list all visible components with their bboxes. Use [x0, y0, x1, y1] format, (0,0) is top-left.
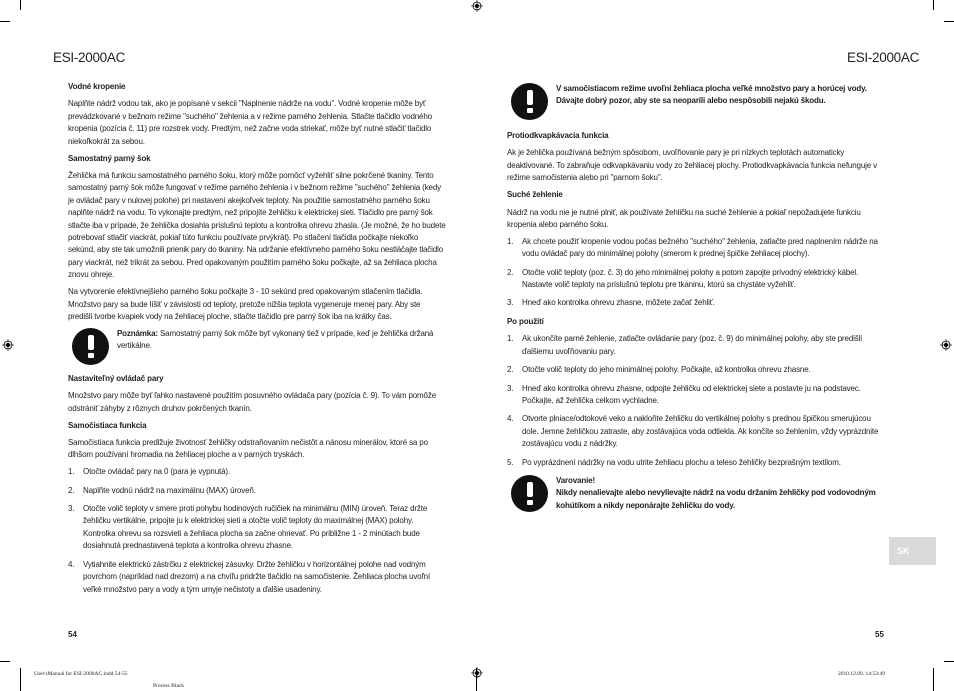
model-title-right: ESI-2000AC: [847, 50, 920, 65]
after-use-steps: [507, 333, 885, 469]
right-page: [477, 0, 954, 691]
list-item: 3. Otočte volič teploty v smere proti pohybu hodinových ručičiek na minimálnu (MIN) úroveň. Teraz držte žehličku vertikálne, pripojte ju k elektrickej sieti a otočte volič teploty do maximálnej (MAX) polohy. Kontrolka ohrevu sa rozsvieti a žehliaca plocha sa začne ohrievať. Po približne 1 - 2 minútach bude dosiahnutá prednastavená teplota a kontrolka ohrevu zhasne.: [68, 504, 428, 551]
page-number: 54: [68, 630, 77, 639]
footer-timestamp: 2010.12.09. 14:53:49: [838, 671, 886, 677]
list-item: 5. Po vyprázdnení nádržky na vodu utrite žehliacu plochu a teleso žehličky bezprašným textilom.: [507, 457, 841, 467]
model-title-left: ESI-2000AC: [53, 50, 126, 65]
page-number: 55: [875, 630, 884, 639]
footer-process: Process Black: [153, 683, 185, 689]
section-heading: Po použití: [507, 316, 544, 326]
list-item: 2. Otočte volič teploty do jeho minimálnej polohy. Počkajte, až kontrolka ohrevu zhasne.: [507, 365, 811, 375]
warning-title: Varovanie!: [556, 475, 595, 485]
list-item: 2. Otočte volič teploty (poz. č. 3) do jeho minimálnej polohy a potom zapojte prívodný elektrický kábel. Nastavte volič teploty na príslušnú teplotu pre tkaninu, ktorú sa chystáte vyžehliť.: [507, 267, 859, 290]
warning-text: Nikdy nenalievajte alebo nevylievajte nádrž na vodu držaním žehličky pod vodovodným kohútikom a nikdy neponárajte žehličku do vody.: [556, 488, 876, 510]
paragraph: Na vytvorenie efektívnejšieho parného šoku počkajte 3 - 10 sekúnd pred opakovaným stlačením tlačidla. Množstvo pary sa bude líšiť v závislosti od teploty, pretože nižšia teplota vygeneruje menej pary. Aby ste predišli tvorbe kvapiek vody na žehliacej ploche, stlačte tlačidlo pre parný šok iba na krátky čas.: [68, 287, 423, 321]
paragraph: Nádrž na vodu nie je nutné plniť, ak používate žehličku na suché žehlenie a pokiaľ nepožadujete funkciu kropenia alebo parného šoku.: [507, 207, 861, 229]
language-tab: SK: [889, 537, 936, 565]
list-item: 1. Otočte ovládač pary na 0 (para je vypnutá).: [68, 467, 230, 477]
right-column: [507, 81, 885, 518]
paragraph: Naplňte nádrž vodou tak, ako je popísané v sekcii "Naplnenie nádržе na vodu". Vodné kropenie môže byť prevádzkované v bežnom režime "suchého" žehlenia a v režime parného žehlenia. Stlačte tlačidlo vodného kropenia (pozícia č. 11) pre rozstrek vody. Predtým, než začne voda striekať, môže byť nutné stlačiť tlačidlo niekoľkokrát za sebou.: [68, 99, 432, 146]
list-item: 3. Hneď ako kontrolka ohrevu zhasne, môžete začať žehliť.: [507, 298, 715, 308]
section-heading: Protiodkvapkávacia funkcia: [507, 131, 609, 140]
paragraph: Žehlička má funkciu samostatného parného šoku, ktorý môže pomôcť vyžehliť silne pokrčené tkaniny. Tento samostatný parný šok môže fungovať v režime parného žehlenia i v bežnom režime "suchého" žehlenia (kedy je ovládač pary v nulovej polohe) pri nastavení akejkoľvek teploty. Na použitie samostatného parného šoku naplňte nádrž na vodu. To vykonajte predtým, než pripojíte žehličku k elektrickej sieti. Tlačidlo pre parný šok stlačte iba v prípade, že žehlička dosiahla príslušnú teplotu a kontrolka ohrevu zhasla. (Je možné, že ho budete potrebovať stlačiť viackrát, pokiaľ túto funkciu používate prvýkrát). Po stlačení tlačidla počkajte niekoľko sekúnd, aby ste tak umožnili prienik pary do tkaniny. Na udržanie efektívneho parného šoku nestláčajte tlačidlo pary viackrát, než trikrát za sebou. Pred opakovaným použitím parného šoku počkajte, až sa žehliaca plocha znovu ohreje.: [68, 170, 446, 280]
list-item: 4. Vytiahnite elektrickú zástrčku z elektrickej zásuvky. Držte žehličku v horizontálnej polohe nad vodným povrchom (napríklad nad drezom) a na chvíľu pridržte tlačidlo na samočistenie. Žehliaca plocha uvoľní veľké množstvo pary a vody a tým umyje nečistoty a ďalšie usadeniny.: [68, 559, 431, 594]
paragraph: Množstvo pary môže byť ľahko nastavené použitím posuvného ovládača pary (pozícia č. 9). To vám pomôže odstrániť záhyby z rôznych druhov pokrčených tkanín.: [68, 391, 437, 413]
list-item: 1. Ak ukončíte parné žehlenie, zatlačte ovládanie pary (poz. č. 9) do minimálnej polohy, aby ste predišli ďalšiemu uvoľňovaniu pary.: [507, 334, 862, 356]
section-heading: Vodné kropenie: [68, 82, 126, 91]
paragraph: Ak je žehlička používaná bežným spôsobom, uvoľňovanie pary je pri nízkych teplotách automaticky deaktivované. To zabraňuje odkvapkávaniu vody zo žehliacej plochy. Protiodkvapkávacia funkcia nefunguje v režime samočistenia alebo pri "parnom šoku".: [507, 148, 877, 183]
warning-icon: [72, 328, 109, 365]
warning-text: V samočistiacom režime uvoľní žehliaca plocha veľké množstvo pary a horúcej vody. Dávajte dobrý pozor, aby ste sa neoparili alebo nespôsobili nejakú škodu.: [556, 84, 867, 106]
note-label: Poznámka:: [117, 328, 158, 338]
warning-icon: [511, 83, 548, 120]
section-heading: Suché žehlenie: [507, 190, 563, 200]
self-clean-steps: [68, 466, 446, 596]
left-column: [68, 81, 446, 602]
list-item: 2. Naplňte vodnú nádrž na maximálnu (MAX) úroveň.: [68, 485, 256, 495]
footer-file: User'sManual for ESI-2000AC.indd 54-55: [34, 671, 128, 677]
list-item: 4. Otvorte plniace/odtokové veko a nakloňte žehličku do vertikálnej polohy s prednou špičkou smerujúcou dole. Jemne žehličkou zatraste, aby zostávajúca voda odtiekla. Ak končíte so žehlením, vždy vyprázdnite zostávajúcu vodu z nádržky.: [507, 414, 879, 449]
section-heading: Samočistiaca funkcia: [68, 420, 147, 430]
list-item: 3. Hneď ako kontrolka ohrevu zhasne, odpojte žehličku od elektrickej siete a postavte ju na podstavec. Počkajte, až žehlička celkom vychladne.: [507, 383, 861, 405]
note-box: [66, 328, 446, 365]
warning-box: [505, 475, 885, 512]
warning-box: [505, 83, 885, 120]
section-heading: Samostatný parný šok: [68, 153, 151, 163]
warning-icon: [511, 475, 548, 512]
paragraph: Samočistiaca funkcia predlžuje životnosť žehličky odstraňovaním nečistôt a nánosu minerálov, ktoré sa po dlhšom používaní hromadia na žehliacej ploche a v parných tryskách.: [68, 437, 428, 460]
list-item: 1. Ak chcete použiť kropenie vodou počas bežného "suchého" žehlenia, zatlačte pred naplnením nádrže na vodu ovládač pary do minimálnej polohy (smerom k prednej špičke žehliacej plochy).: [507, 236, 878, 259]
dry-ironing-steps: [507, 236, 885, 310]
section-heading: Nastaviteľný ovládač pary: [68, 373, 164, 383]
note-text: Samostatný parný šok môže byť vykonaný tiež v prípade, keď je žehlička držaná vertikálne.: [117, 328, 434, 351]
